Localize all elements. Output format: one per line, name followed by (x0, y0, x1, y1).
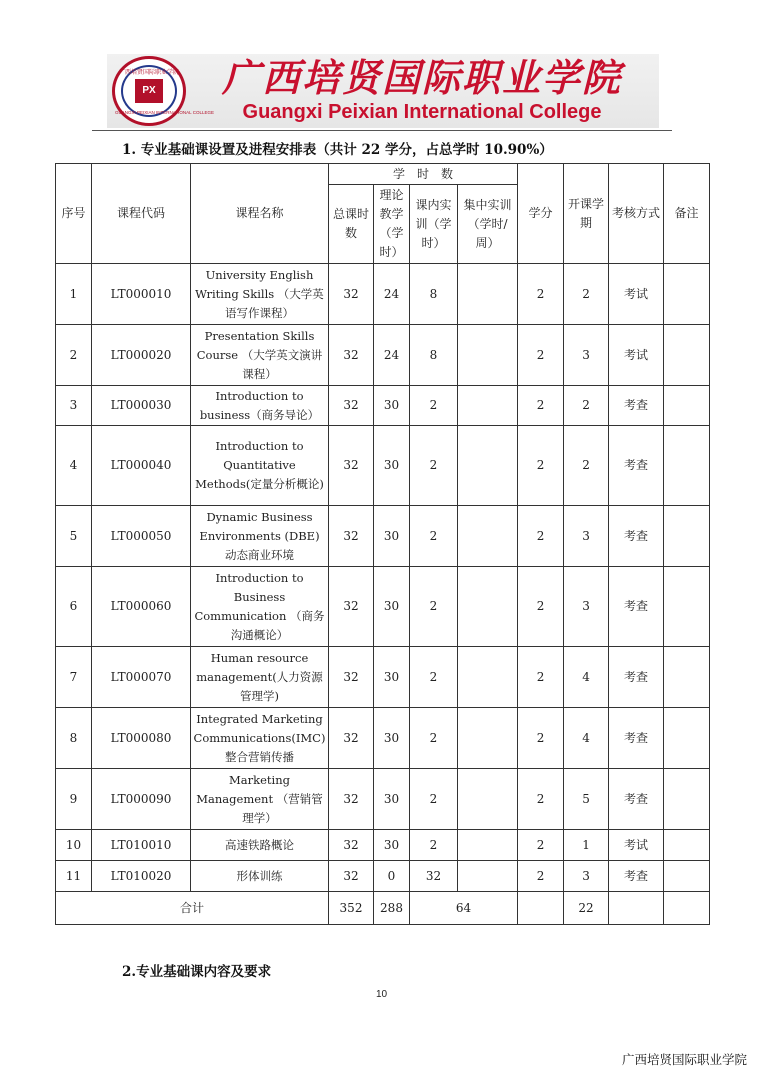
cell-code: LT010010 (92, 830, 191, 861)
total-label: 合计 (56, 892, 329, 925)
cell-name: 高速铁路概论 (191, 830, 329, 861)
table-row (56, 325, 710, 386)
cell-total: 32 (329, 769, 374, 830)
college-name-cn: 广西培贤国际职业学院 (221, 55, 622, 100)
cell-code: LT000070 (92, 647, 191, 708)
cell-total: 32 (329, 830, 374, 861)
section-title: 1. 专业基础课设置及进程安排表（共计 22 学分，占总学时 10.90%） (122, 142, 553, 158)
cell-exam: 考查 (609, 506, 664, 567)
cell-seq: 6 (56, 567, 92, 647)
cell-exam: 考查 (609, 567, 664, 647)
cell-total: 32 (329, 264, 374, 325)
cell-practice: 32 (410, 861, 458, 892)
cell-total: 32 (329, 426, 374, 506)
cell-theory: 30 (374, 708, 410, 769)
cell-semester: 2 (564, 386, 609, 426)
header-intensive: 集中实训（学时/周） (458, 185, 518, 264)
cell-intensive (458, 567, 518, 647)
cell-practice: 2 (410, 506, 458, 567)
college-emblem-icon (112, 56, 215, 126)
cell-seq: 1 (56, 264, 92, 325)
cell-credit: 2 (518, 769, 564, 830)
header-exam: 考核方式 (609, 164, 664, 264)
cell-practice: 2 (410, 769, 458, 830)
cell-exam: 考试 (609, 264, 664, 325)
cell-total: 32 (329, 506, 374, 567)
cell-remark (664, 506, 710, 567)
cell-code: LT000010 (92, 264, 191, 325)
cell-remark (664, 426, 710, 506)
cell-exam: 考查 (609, 769, 664, 830)
cell-code: LT010020 (92, 861, 191, 892)
cell-total: 32 (329, 567, 374, 647)
cell-seq: 4 (56, 426, 92, 506)
cell-exam: 考试 (609, 325, 664, 386)
cell-seq: 5 (56, 506, 92, 567)
cell-name: Introduction to business（商务导论） (191, 386, 329, 426)
cell-code: LT000080 (92, 708, 191, 769)
cell-intensive (458, 769, 518, 830)
table-row (56, 264, 710, 325)
cell-name: Presentation Skills Course （大学英文演讲课程） (191, 325, 329, 386)
cell-remark (664, 567, 710, 647)
cell-theory: 30 (374, 830, 410, 861)
cell-seq: 2 (56, 325, 92, 386)
cell-name: Human resource management(人力资源管理学) (191, 647, 329, 708)
cell-credit: 2 (518, 861, 564, 892)
cell-semester: 3 (564, 567, 609, 647)
cell-semester: 3 (564, 325, 609, 386)
cell-intensive (458, 426, 518, 506)
cell-theory: 30 (374, 506, 410, 567)
emblem-sub-text: GUANGXI PEIXIAN INTERNATIONAL COLLEGE (115, 110, 215, 115)
header-code: 课程代码 (92, 164, 191, 264)
table-row (56, 769, 710, 830)
cell-seq: 9 (56, 769, 92, 830)
cell-code: LT000090 (92, 769, 191, 830)
cell-exam: 考查 (609, 386, 664, 426)
cell-credit: 2 (518, 325, 564, 386)
cell-name: Integrated Marketing Communications(IMC)整合营销传播 (191, 708, 329, 769)
cell-name: Introduction to Business Communication （商务沟通概论） (191, 567, 329, 647)
cell-seq: 3 (56, 386, 92, 426)
cell-name: Introduction to Quantitative Methods(定量分析概论) (191, 426, 329, 506)
cell-code: LT000050 (92, 506, 191, 567)
college-banner (107, 54, 659, 128)
cell-code: LT000020 (92, 325, 191, 386)
header-theory: 理论教学（学时） (374, 185, 410, 264)
cell-intensive (458, 264, 518, 325)
page-number: 10 (375, 989, 388, 1000)
cell-code: LT000060 (92, 567, 191, 647)
table-row (56, 647, 710, 708)
header-hours-group: 学 时 数 (329, 164, 518, 185)
table-row (56, 830, 710, 861)
cell-exam: 考查 (609, 861, 664, 892)
cell-theory: 24 (374, 264, 410, 325)
cell-remark (664, 861, 710, 892)
cell-remark (664, 325, 710, 386)
header-rule (92, 130, 672, 131)
cell-practice: 2 (410, 386, 458, 426)
cell-exam: 考查 (609, 647, 664, 708)
cell-remark (664, 386, 710, 426)
header-semester: 开课学期 (564, 164, 609, 264)
cell-practice: 2 (410, 426, 458, 506)
cell-remark (664, 264, 710, 325)
cell-theory: 0 (374, 861, 410, 892)
cell-semester: 3 (564, 506, 609, 567)
cell-theory: 30 (374, 426, 410, 506)
table-row (56, 426, 710, 506)
cell-semester: 4 (564, 647, 609, 708)
cell-semester: 5 (564, 769, 609, 830)
header-name: 课程名称 (191, 164, 329, 264)
cell-credit: 2 (518, 426, 564, 506)
cell-remark (664, 647, 710, 708)
sub-heading: 2.专业基础课内容及要求 (122, 964, 272, 980)
cell-intensive (458, 830, 518, 861)
cell-name: Marketing Management （营销管理学） (191, 769, 329, 830)
cell-exam: 考查 (609, 426, 664, 506)
emblem-center: PX (135, 79, 163, 103)
cell-theory: 24 (374, 325, 410, 386)
cell-practice: 2 (410, 567, 458, 647)
cell-credit: 2 (518, 264, 564, 325)
table-row (56, 708, 710, 769)
cell-code: LT000030 (92, 386, 191, 426)
cell-theory: 30 (374, 647, 410, 708)
cell-total: 32 (329, 861, 374, 892)
total-exam (664, 892, 710, 925)
cell-intensive (458, 647, 518, 708)
total-semester (609, 892, 664, 925)
total-hours: 352 (329, 892, 374, 925)
footer-organization: 广西培贤国际职业学院 (621, 1052, 747, 1067)
cell-practice: 2 (410, 830, 458, 861)
cell-total: 32 (329, 386, 374, 426)
total-practice: 64 (410, 892, 518, 925)
table-row (56, 506, 710, 567)
cell-name: University English Writing Skills （大学英语写作课程） (191, 264, 329, 325)
cell-semester: 1 (564, 830, 609, 861)
cell-total: 32 (329, 708, 374, 769)
cell-practice: 8 (410, 325, 458, 386)
total-intensive (518, 892, 564, 925)
cell-theory: 30 (374, 769, 410, 830)
cell-intensive (458, 325, 518, 386)
cell-credit: 2 (518, 567, 564, 647)
cell-theory: 30 (374, 567, 410, 647)
emblem-text: 广西培贤国际职业学院 (118, 70, 179, 76)
cell-seq: 10 (56, 830, 92, 861)
header-practice: 课内实训（学时） (410, 185, 458, 264)
cell-total: 32 (329, 325, 374, 386)
cell-remark (664, 769, 710, 830)
cell-remark (664, 708, 710, 769)
cell-intensive (458, 861, 518, 892)
cell-semester: 2 (564, 426, 609, 506)
cell-seq: 8 (56, 708, 92, 769)
header-seq: 序号 (56, 164, 92, 264)
cell-semester: 3 (564, 861, 609, 892)
cell-seq: 7 (56, 647, 92, 708)
header-remark: 备注 (664, 164, 710, 264)
cell-name: Dynamic Business Environments (DBE) 动态商业环境 (191, 506, 329, 567)
table-row (56, 386, 710, 426)
cell-total: 32 (329, 647, 374, 708)
cell-credit: 2 (518, 830, 564, 861)
total-theory: 288 (374, 892, 410, 925)
table-row (56, 861, 710, 892)
cell-intensive (458, 708, 518, 769)
cell-semester: 2 (564, 264, 609, 325)
cell-practice: 8 (410, 264, 458, 325)
cell-seq: 11 (56, 861, 92, 892)
college-name-en: Guangxi Peixian International College (242, 101, 602, 123)
cell-credit: 2 (518, 647, 564, 708)
cell-intensive (458, 386, 518, 426)
cell-name: 形体训练 (191, 861, 329, 892)
total-credit: 22 (564, 892, 609, 925)
cell-credit: 2 (518, 708, 564, 769)
cell-intensive (458, 506, 518, 567)
total-row (56, 892, 710, 925)
cell-exam: 考试 (609, 830, 664, 861)
cell-code: LT000040 (92, 426, 191, 506)
cell-exam: 考查 (609, 708, 664, 769)
course-plan-table (55, 163, 710, 925)
cell-practice: 2 (410, 708, 458, 769)
table-row (56, 567, 710, 647)
cell-theory: 30 (374, 386, 410, 426)
cell-practice: 2 (410, 647, 458, 708)
cell-credit: 2 (518, 386, 564, 426)
header-credit: 学分 (518, 164, 564, 264)
cell-semester: 4 (564, 708, 609, 769)
cell-remark (664, 830, 710, 861)
header-total-hours: 总课时数 (329, 185, 374, 264)
cell-credit: 2 (518, 506, 564, 567)
